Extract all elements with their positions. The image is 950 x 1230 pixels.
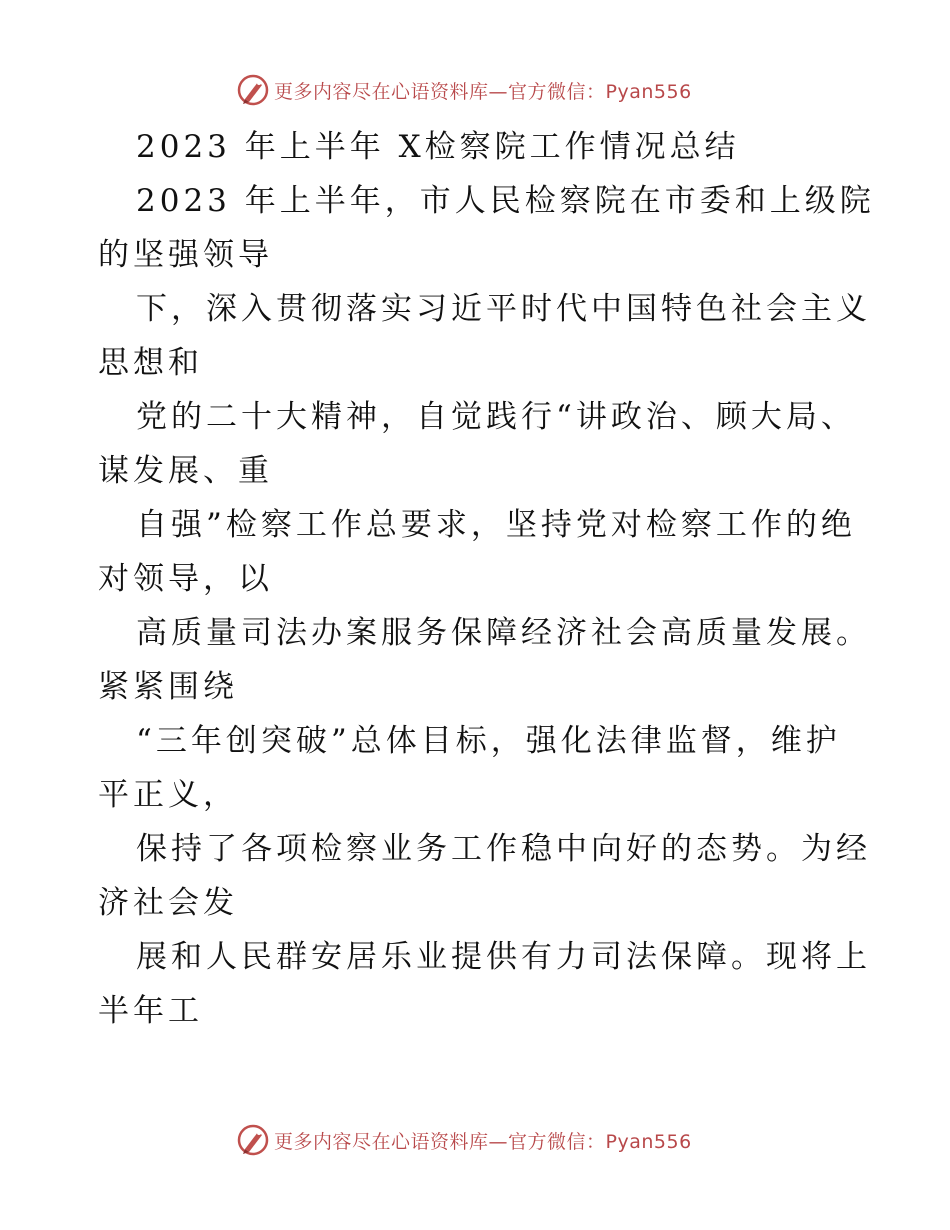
footer-banner-text (274, 1127, 692, 1154)
banner-slogan: 更多内容尽在心语资料库 (274, 80, 489, 103)
document-line: 思想和 (98, 345, 203, 381)
header-banner (236, 70, 716, 110)
footer-banner (236, 1120, 716, 1160)
document-line: 半年工 (98, 993, 203, 1029)
document-line: 展和人民群安居乐业提供有力司法保障。现将上 (136, 939, 871, 975)
banner-separator: — (488, 80, 509, 103)
document-line: 平正义， (98, 777, 238, 813)
banner-wechat-id: Pyan556 (605, 1130, 692, 1153)
banner-slogan: 更多内容尽在心语资料库 (274, 1130, 489, 1153)
document-body (98, 120, 875, 1038)
document-line: 保持了各项检察业务工作稳中向好的态势。为经 (136, 831, 871, 867)
document-line: 党的二十大精神，自觉践行“讲政治、顾大局、 (136, 399, 856, 435)
document-line: 济社会发 (98, 885, 238, 921)
document-line: 高质量司法办案服务保障经济社会高质量发展。 (136, 615, 871, 651)
document-line: 下，深入贯彻落实习近平时代中国特色社会主义 (136, 291, 871, 327)
document-line: 紧紧围绕 (98, 669, 238, 705)
document-line: 谋发展、重 (98, 453, 273, 489)
banner-wechat-label: 官方微信： (508, 80, 606, 103)
pen-logo-icon (236, 1123, 270, 1157)
document-line: “三年创突破”总体目标，强化法律监督，维护 (136, 723, 841, 759)
header-banner-text (274, 77, 692, 104)
document-title: 2023 年上半年 X检察院工作情况总结 (136, 129, 740, 165)
document-line: 对领导，以 (98, 561, 273, 597)
banner-separator: — (488, 1130, 509, 1153)
document-line: 2023 年上半年，市人民检察院在市委和上级院 (136, 183, 875, 219)
banner-wechat-id: Pyan556 (605, 80, 692, 103)
document-line: 自强”检察工作总要求，坚持党对检察工作的绝 (136, 507, 856, 543)
banner-wechat-label: 官方微信： (508, 1130, 606, 1153)
document-line: 的坚强领导 (98, 237, 273, 273)
pen-logo-icon (236, 73, 270, 107)
